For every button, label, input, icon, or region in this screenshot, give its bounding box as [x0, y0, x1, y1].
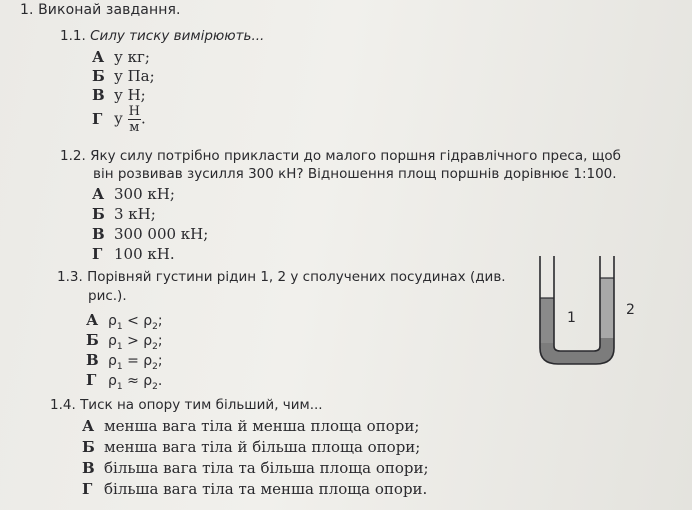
- liquid-1-column: [540, 298, 554, 348]
- task-title: 1. Виконай завдання.: [20, 2, 181, 18]
- option-a: А 300 кН;: [92, 185, 175, 203]
- liquid-2-column: [600, 278, 614, 340]
- fraction-n-per-m: $\frac{Н}{м}$: [128, 104, 140, 135]
- option-b: Б $\rho_1 > \rho_2$;: [86, 331, 163, 352]
- label-2: 2: [626, 302, 635, 318]
- question-text-line-1: Яку силу потрібно прикласти до малого поршня гідравлічного преса, щоб: [90, 148, 621, 164]
- question-number: 1.4.: [50, 397, 76, 413]
- option-a: А менша вага тіла й менша площа опори;: [82, 417, 420, 435]
- option-a: А $\rho_1 < \rho_2$;: [86, 311, 163, 332]
- option-b: Б у Па;: [92, 67, 155, 85]
- option-b: Б менша вага тіла й більша площа опори;: [82, 438, 421, 456]
- question-text-line-1: Порівняй густини рідин 1, 2 у сполучених посудинах (див.: [87, 269, 506, 285]
- question-text-line-2: рис.).: [88, 288, 127, 304]
- option-v: В $\rho_1 = \rho_2$;: [86, 351, 163, 372]
- option-g: Г більша вага тіла та менша площа опори.: [82, 480, 428, 498]
- option-b: Б 3 кН;: [92, 205, 156, 223]
- option-v: В 300 000 кН;: [92, 225, 209, 243]
- tube-inner-wall: [554, 256, 600, 351]
- question-1-1: [60, 28, 264, 44]
- question-1-2: [60, 148, 621, 164]
- question-1-3: [57, 269, 506, 285]
- option-g: Г у $\frac{Н}{м}$ .: [92, 104, 146, 135]
- question-number: 1.3.: [57, 269, 83, 285]
- option-a: А у кг;: [92, 48, 150, 66]
- question-text-line-2: він розвивав зусилля 300 кН? Відношення площ поршнів дорівнює 1:100.: [93, 166, 617, 182]
- option-g: Г 100 кН.: [92, 245, 175, 263]
- question-text: Тиск на опору тим більший, чим...: [80, 397, 323, 413]
- communicating-vessels-figure: [530, 248, 650, 373]
- label-1: 1: [567, 310, 576, 326]
- question-text: Силу тиску вимірюють...: [90, 28, 265, 44]
- option-g: Г $\rho_1 \approx \rho_2$.: [86, 371, 163, 392]
- option-v: В у Н;: [92, 86, 146, 104]
- option-v: В більша вага тіла та більша площа опори;: [82, 459, 429, 477]
- question-1-4: [50, 397, 323, 413]
- question-number: 1.1.: [60, 28, 86, 44]
- question-number: 1.2.: [60, 148, 86, 164]
